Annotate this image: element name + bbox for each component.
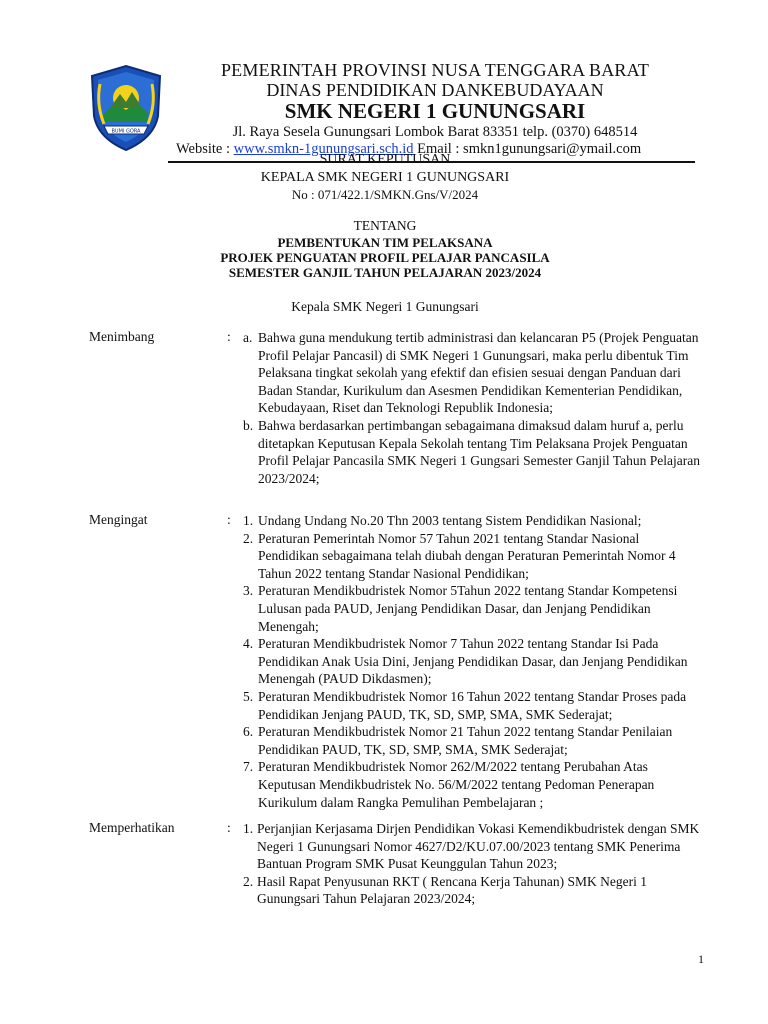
item-marker: 1. bbox=[243, 821, 254, 836]
memperhatikan-list bbox=[243, 820, 703, 908]
list-item bbox=[243, 688, 703, 723]
mengingat-colon: : bbox=[227, 512, 231, 527]
item-text: Hasil Rapat Penyusunan RKT ( Rencana Kerja Tahunan) SMK Negeri 1 Gunungsari Tahun Pelajaran 2023/2024; bbox=[257, 873, 647, 907]
document-issuer: KEPALA SMK NEGERI 1 GUNUNGSARI bbox=[260, 170, 510, 185]
item-text: Peraturan Pemerintah Nomor 57 Tahun 2021 tentang Standar Nasional Pendidikan sebagaimana telah diubah dengan Peraturan Pemerintah Nomor 4 Tahun 2022 tentang Standar Nasional Pendidikan; bbox=[258, 530, 676, 581]
item-marker: 6. bbox=[243, 724, 254, 740]
ntb-province-crest-icon bbox=[86, 64, 166, 152]
subject-line-1: PEMBENTUKAN TIM PELAKSANA bbox=[277, 235, 493, 250]
list-item bbox=[243, 635, 703, 688]
menimbang-label: Menimbang bbox=[89, 329, 155, 344]
tentang-heading: TENTANG bbox=[353, 218, 417, 233]
document-number: No : 071/422.1/SMKN.Gns/V/2024 bbox=[291, 187, 479, 202]
list-item bbox=[243, 417, 703, 487]
letterhead-government: PEMERINTAH PROVINSI NUSA TENGGARA BARAT bbox=[220, 60, 650, 80]
logo-motto: BUMI GORA bbox=[111, 128, 141, 135]
memperhatikan-colon: : bbox=[227, 820, 231, 835]
item-marker: 2. bbox=[243, 873, 254, 889]
document-type: SURAT KEPUTUSAN bbox=[319, 152, 451, 167]
item-text: Peraturan Mendikbudristek Nomor 7 Tahun 2022 tentang Standar Isi Pada Pendidikan Anak Usia Dini, Jenjang Pendidikan Dasar, dan Jenjang Pendidikan Menengah (PAUD Dikdasmen); bbox=[258, 636, 688, 687]
website-label: Website : bbox=[176, 141, 234, 157]
item-text: Perjanjian Kerjasama Dirjen Pendidikan Vokasi Kemendikbudristek dengan SMK Negeri 1 Gunungsari Nomor 4627/D2/KU.07.00/2023 tentang SMK Penerima Bantuan Program SMK Pusat Keunggulan Tahun 2023; bbox=[257, 821, 700, 872]
subject-line-2: PROJEK PENGUATAN PROFIL PELAJAR PANCASILA bbox=[220, 250, 550, 265]
list-item bbox=[243, 820, 703, 873]
list-item bbox=[243, 512, 703, 530]
item-marker: 7. bbox=[243, 759, 254, 775]
item-marker: a. bbox=[243, 330, 253, 345]
item-text: Peraturan Mendikbudristek Nomor 16 Tahun 2022 tentang Standar Proses pada Pendidikan Jenjang PAUD, TK, SD, SMP, SMA, SMK Sederajat; bbox=[258, 688, 687, 722]
item-marker: 4. bbox=[243, 636, 254, 652]
item-text: Bahwa berdasarkan pertimbangan sebagaimana dimaksud dalam huruf a, perlu ditetapkan Keputusan Kepala Sekolah tentang Tim Pelaksana Projek Penguatan Profil Pelajar Pancasila SMK Negeri 1 Gungsari Semester Ganjil Tahun Pelajaran 2023/2024; bbox=[258, 417, 700, 486]
item-text: Peraturan Mendikbudristek Nomor 262/M/2022 tentang Perubahan Atas Keputusan Mendikbudristek No. 56/M/2022 tentang Pedoman Penerapan Kurikulum dalam Rangka Pemulihan Pembelajaran ; bbox=[258, 759, 655, 810]
list-item bbox=[243, 873, 703, 908]
list-item bbox=[243, 530, 703, 583]
menimbang-list bbox=[243, 329, 703, 487]
mengingat-label: Mengingat bbox=[89, 512, 148, 527]
email-text: Email : smkn1gunungsari@ymail.com bbox=[413, 141, 642, 157]
letterhead-address: Jl. Raya Sesela Gunungsari Lombok Barat 83351 telp. (0370) 648514 bbox=[232, 124, 638, 140]
item-text: Bahwa guna mendukung tertib administrasi dan kelancaran P5 (Projek Penguatan Profil Pelajar Pancasil) di SMK Negeri 1 Gunungsari, maka perlu dibentuk Tim Pelaksana tingkat sekolah yang efektif dan efisien sesuai dengan Panduan dari Badan Standar, Kurikulum dan Asesmen Pendidikan Kementerian Pendidikan, Kebudayaan, Riset dan Teknologi Republik Indonesia; bbox=[258, 330, 699, 416]
item-text: Undang Undang No.20 Thn 2003 tentang Sistem Pendidikan Nasional; bbox=[258, 513, 642, 528]
list-item bbox=[243, 758, 703, 811]
mengingat-list bbox=[243, 512, 703, 811]
item-marker: b. bbox=[243, 417, 254, 433]
list-item bbox=[243, 329, 703, 417]
letterhead-school-name: SMK NEGERI 1 GUNUNGSARI bbox=[284, 99, 586, 123]
item-marker: 5. bbox=[243, 688, 254, 704]
item-marker: 2. bbox=[243, 530, 254, 546]
page-number: 1 bbox=[698, 952, 704, 966]
item-marker: 3. bbox=[243, 583, 254, 599]
subject-line-3: SEMESTER GANJIL TAHUN PELAJARAN 2023/2024 bbox=[228, 265, 542, 280]
list-item bbox=[243, 582, 703, 635]
issuing-authority: Kepala SMK Negeri 1 Gunungsari bbox=[291, 299, 479, 314]
item-marker: 1. bbox=[243, 513, 254, 528]
letterhead-department: DINAS PENDIDIKAN DANKEBUDAYAAN bbox=[266, 80, 604, 100]
list-item bbox=[243, 723, 703, 758]
item-text: Peraturan Mendikbudristek Nomor 5Tahun 2022 tentang Standar Kompetensi Lulusan pada PAUD, Jenjang Pendidikan Dasar, dan Jenjang Pendidikan Menengah; bbox=[258, 583, 678, 634]
memperhatikan-label: Memperhatikan bbox=[89, 820, 175, 835]
menimbang-colon: : bbox=[227, 329, 231, 344]
item-text: Peraturan Mendikbudristek Nomor 21 Tahun 2022 tentang Standar Penilaian Pendidikan PAUD, TK, SD, SMP, SMA, SMK Sederajat; bbox=[258, 724, 673, 757]
website-link[interactable]: www.smkn-1gunungsari.sch.id bbox=[233, 141, 414, 157]
